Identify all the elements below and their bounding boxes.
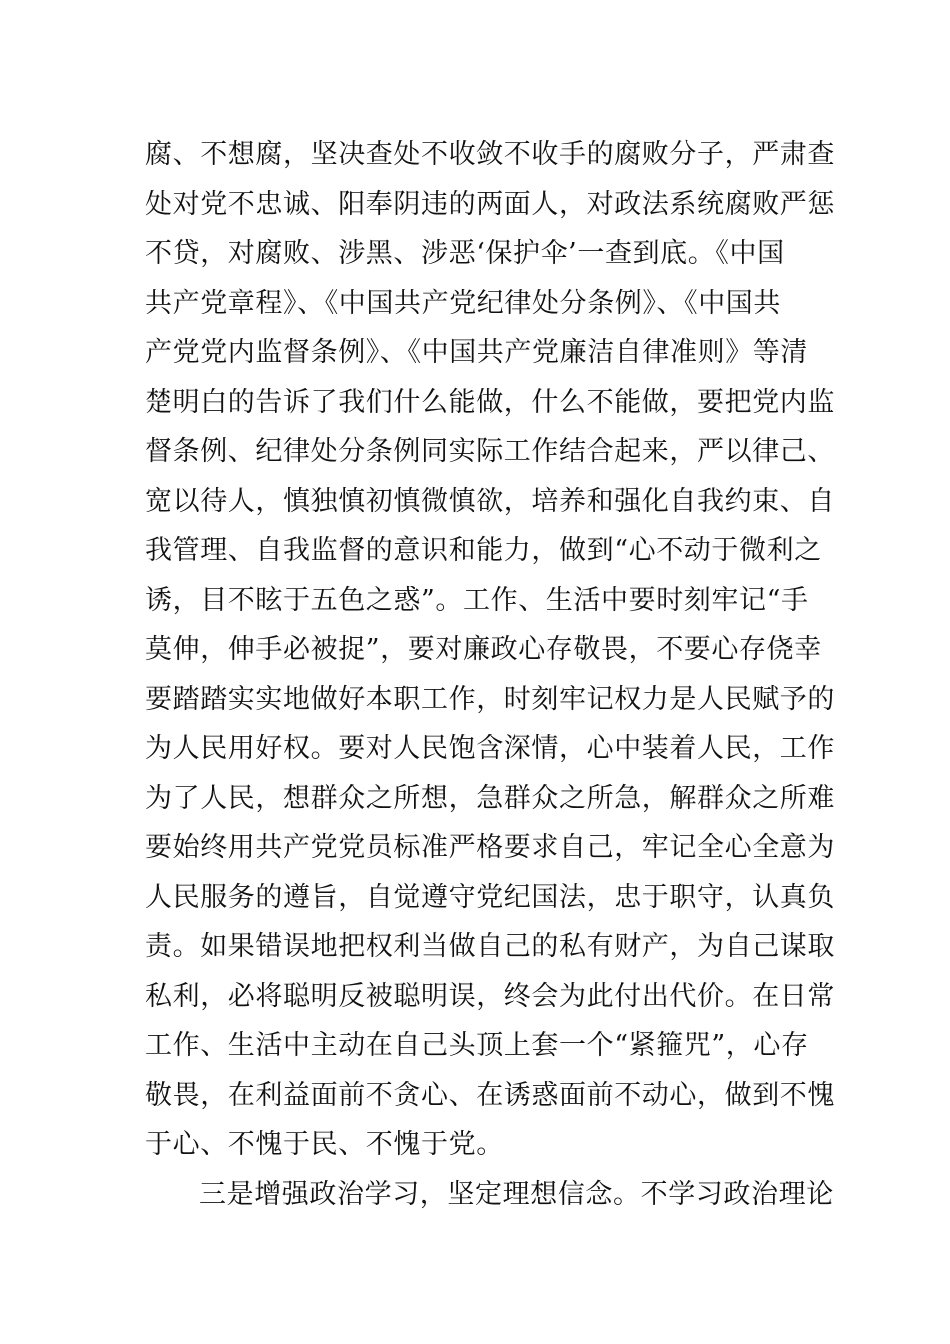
text-line: 共产党章程》、《中国共产党纪律处分条例》、《中国共 (145, 287, 781, 319)
text-line: 不贷，对腐败、涉黑、涉恶‘保护伞’一查到底。《中国 (145, 238, 785, 269)
text-line: 我管理、自我监督的意识和能力，做到“心不动于微利之 (145, 535, 822, 566)
text-line: 敬畏，在利益面前不贪心、在诱惑面前不动心，做到不愧 (145, 1079, 835, 1111)
text-line: 私利，必将聪明反被聪明误，终会为此付出代价。在日常 (145, 980, 835, 1012)
text-line: 产党党内监督条例》、《中国共产党廉洁自律准则》等清 (145, 337, 808, 368)
body-text (145, 130, 835, 1219)
paragraph-start-line: 三是增强政治学习，坚定理想信念。不学习政治理论 (199, 1178, 834, 1210)
text-line: 诱，目不眩于五色之惑”。工作、生活中要时刻牢记“手 (145, 584, 809, 616)
text-line: 于心、不愧于民、不愧于党。 (145, 1129, 504, 1160)
text-line: 为人民用好权。要对人民饱含深情，心中装着人民，工作 (145, 733, 835, 764)
text-line: 督条例、纪律处分条例同实际工作结合起来，严以律己、 (145, 436, 835, 467)
text-line: 为了人民，想群众之所想，急群众之所急，解群众之所难 (145, 782, 835, 814)
text-line: 工作、生活中主动在自己头顶上套一个“紧箍咒”，心存 (145, 1030, 809, 1061)
text-line: 莫伸，伸手必被捉”，要对廉政心存敬畏，不要心存侥幸 (145, 634, 822, 665)
text-line: 要踏踏实实地做好本职工作，时刻牢记权力是人民赋予的 (145, 683, 835, 715)
text-line: 楚明白的告诉了我们什么能做，什么不能做，要把党内监 (145, 386, 835, 418)
text-line: 处对党不忠诚、阳奉阴违的两面人，对政法系统腐败严惩 (145, 188, 835, 220)
text-line: 责。如果错误地把权利当做自己的私有财产，为自己谋取 (145, 931, 835, 962)
text-line: 人民服务的遵旨，自觉遵守党纪国法，忠于职守，认真负 (145, 881, 835, 913)
text-line: 宽以待人，慎独慎初慎微慎欲，培养和强化自我约束、自 (145, 485, 835, 517)
text-line: 要始终用共产党党员标准严格要求自己，牢记全心全意为 (145, 832, 835, 863)
text-line: 腐、不想腐，坚决查处不收敛不收手的腐败分子，严肃查 (145, 139, 835, 170)
